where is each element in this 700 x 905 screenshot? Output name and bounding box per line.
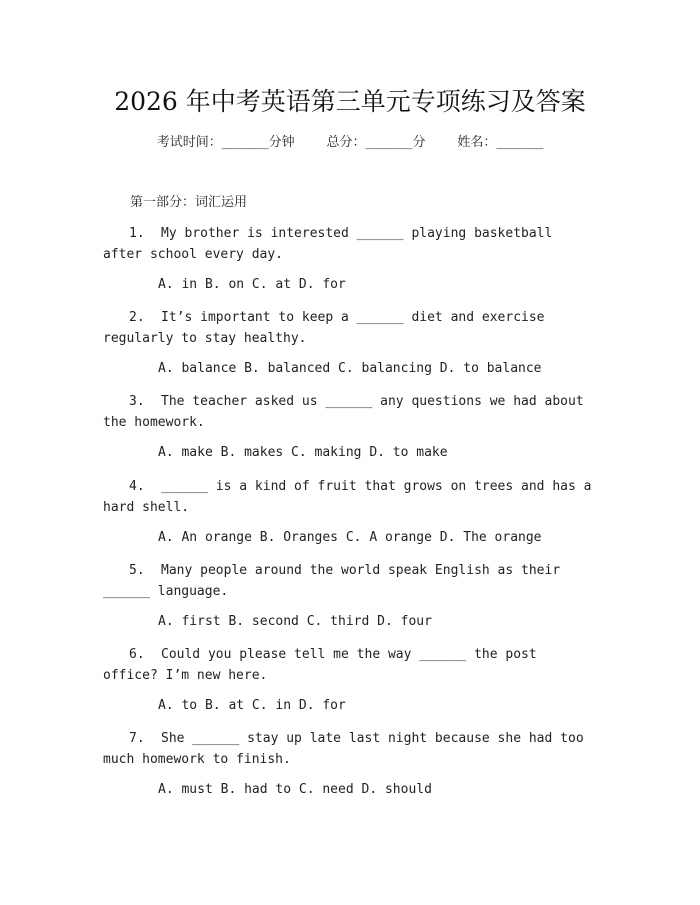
question-text: Many people around the world speak English as their ______ language. [103,563,561,599]
document-title: 2026 年中考英语第三单元专项练习及答案 [114,87,586,116]
exam-score: 总分：______分 [326,135,426,150]
student-name: 姓名：______ [457,135,544,150]
question-1 [103,223,598,265]
question-number: 4. [129,479,145,494]
question-4 [103,476,598,518]
question-4-options: A. An orange B. Oranges C. A orange D. The orange [158,530,542,545]
question-text: Could you please tell me the way ______ the post office? I’m new here. [103,647,537,683]
question-6-options: A. to B. at C. in D. for [158,698,346,713]
question-number: 6. [129,647,145,662]
question-5 [103,560,598,602]
question-2 [103,307,598,349]
question-text: My brother is interested ______ playing basketball after school every day. [103,226,553,262]
exam-time: 考试时间：______分钟 [156,135,295,150]
question-number: 5. [129,563,145,578]
exam-meta [0,131,700,150]
question-7 [103,728,598,770]
question-number: 2. [129,310,145,325]
question-number: 1. [129,226,145,241]
question-1-options: A. in B. on C. at D. for [158,277,346,292]
question-3-options: A. make B. makes C. making D. to make [158,445,448,460]
section-title: 第一部分：词汇运用 [130,195,248,210]
question-6 [103,644,598,686]
question-text: ______ is a kind of fruit that grows on trees and has a hard shell. [103,479,592,515]
question-5-options: A. first B. second C. third D. four [158,614,432,629]
question-3 [103,391,598,433]
question-text: She ______ stay up late last night because she had too much homework to finish. [103,731,584,767]
question-2-options: A. balance B. balanced C. balancing D. to balance [158,361,542,376]
question-7-options: A. must B. had to C. need D. should [158,782,432,797]
question-number: 7. [129,731,145,746]
question-text: The teacher asked us ______ any questions we had about the homework. [103,394,584,430]
question-number: 3. [129,394,145,409]
question-text: It’s important to keep a ______ diet and exercise regularly to stay healthy. [103,310,545,346]
